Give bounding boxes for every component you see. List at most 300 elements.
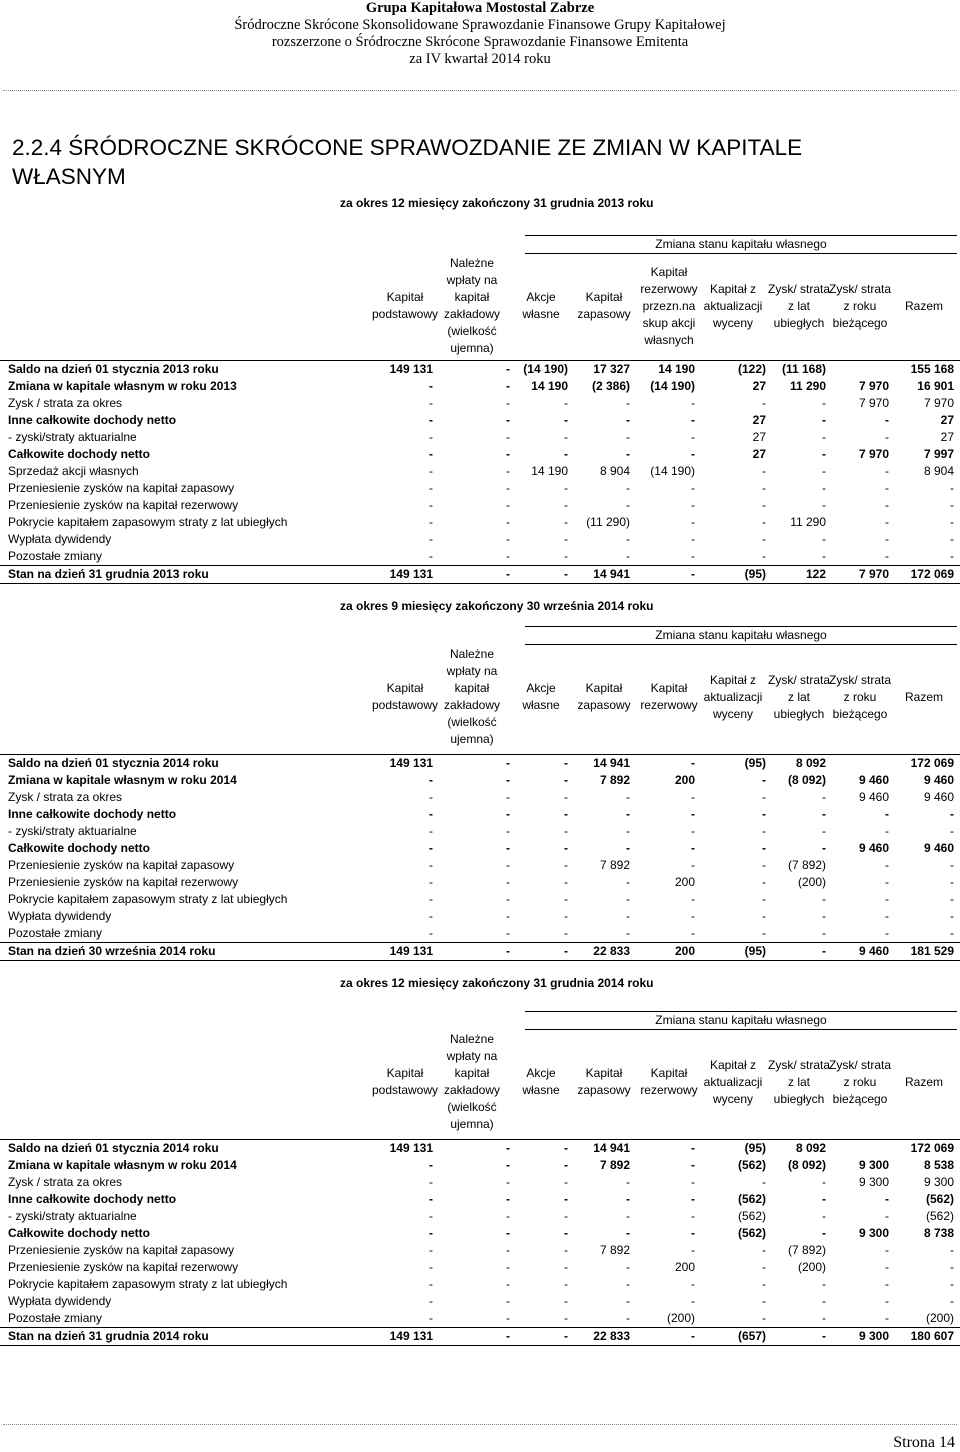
cell-value: - [626, 841, 630, 855]
cell-value: - [506, 481, 510, 495]
cell-value: - [762, 807, 766, 821]
cell-value: (122) [737, 362, 766, 376]
cell-value: - [885, 430, 889, 444]
cell-value: - [885, 413, 889, 427]
column-header: Kapitał rezerwowy [640, 681, 698, 712]
cell-value: - [950, 807, 954, 821]
cell-value: 8 904 [599, 464, 630, 478]
row-label: Zysk / strata za okres [8, 1175, 123, 1189]
cell-value: - [506, 1311, 510, 1325]
header-divider [3, 90, 957, 91]
cell-value: - [626, 1209, 630, 1223]
cell-value: 172 069 [910, 756, 954, 770]
cell-value: - [691, 824, 695, 838]
cell-value: - [885, 1311, 889, 1325]
cell-value: - [691, 1329, 695, 1343]
cell-value: - [762, 498, 766, 512]
table-row [0, 1293, 960, 1310]
cell-value: - [885, 909, 889, 923]
cell-value: - [762, 790, 766, 804]
cell-value: - [885, 892, 889, 906]
table-row [0, 548, 960, 565]
cell-value: - [564, 756, 568, 770]
cell-value: - [506, 1260, 510, 1274]
cell-value: 7 970 [858, 447, 889, 461]
cell-value: - [626, 909, 630, 923]
cell-value: 14 190 [658, 362, 695, 376]
table-row [0, 1208, 960, 1225]
cell-value: - [762, 1175, 766, 1189]
cell-value: - [691, 841, 695, 855]
table-body [0, 1139, 960, 1345]
cell-value: - [564, 790, 568, 804]
cell-value: - [626, 790, 630, 804]
cell-value: - [691, 498, 695, 512]
column-header: Akcje własne [522, 290, 560, 321]
table-row [0, 1259, 960, 1276]
cell-value: (95) [744, 944, 766, 958]
cell-value: - [822, 498, 826, 512]
cell-value: - [506, 926, 510, 940]
cell-value: - [429, 773, 433, 787]
column-header: Kapitał podstawowy [371, 681, 439, 712]
cell-value: - [564, 1243, 568, 1257]
table-row [0, 497, 960, 514]
row-label: Zmiana w kapitale własnym w roku 2014 [8, 773, 237, 787]
cell-value: 9 460 [858, 773, 889, 787]
cell-value: - [762, 892, 766, 906]
cell-value: - [429, 1311, 433, 1325]
cell-value: - [691, 1226, 695, 1240]
cell-value: - [762, 841, 766, 855]
cell-value: - [762, 858, 766, 872]
row-label: Przeniesienie zysków na kapitał rezerwowy [8, 498, 239, 512]
cell-value: - [564, 807, 568, 821]
column-header: Kapitał z aktualizacji wyceny [703, 281, 763, 330]
cell-value: - [626, 926, 630, 940]
cell-value: - [564, 396, 568, 410]
cell-value: - [950, 1294, 954, 1308]
cell-value: 9 300 [923, 1175, 954, 1189]
cell-value: 9 300 [858, 1329, 889, 1343]
cell-value: - [564, 481, 568, 495]
group-header: Zmiana stanu kapitału własnego [525, 626, 957, 645]
cell-value: - [885, 858, 889, 872]
cell-value: - [762, 396, 766, 410]
cell-value: - [429, 464, 433, 478]
cell-value: - [691, 892, 695, 906]
cell-value: - [950, 1277, 954, 1291]
cell-value: - [564, 1277, 568, 1291]
cell-value: - [950, 909, 954, 923]
cell-value: 27 [940, 430, 954, 444]
cell-value: 9 300 [858, 1175, 889, 1189]
cell-value: 149 131 [389, 944, 433, 958]
cell-value: - [762, 909, 766, 923]
row-label: Wypłata dywidendy [8, 532, 112, 546]
cell-value: 8 092 [795, 1141, 826, 1155]
cell-value: (95) [744, 567, 766, 581]
cell-value: - [691, 396, 695, 410]
table-row [0, 772, 960, 789]
header-report-title: Śródroczne Skrócone Skonsolidowane Sprawozdanie Finansowe Grupy Kapitałowej [234, 17, 726, 33]
cell-value: - [506, 447, 510, 461]
cell-value: - [506, 773, 510, 787]
column-header: Kapitał z aktualizacji wyceny [703, 1057, 763, 1106]
cell-value: - [564, 858, 568, 872]
cell-value: 8 092 [795, 756, 826, 770]
cell-value: 17 327 [593, 362, 630, 376]
cell-value: - [429, 824, 433, 838]
cell-value: - [564, 773, 568, 787]
cell-value: - [762, 515, 766, 529]
cell-value: 200 [674, 1260, 695, 1274]
footer-divider [3, 1424, 957, 1425]
cell-value: - [429, 875, 433, 889]
cell-value: - [691, 1294, 695, 1308]
cell-value: - [822, 549, 826, 563]
cell-value: - [885, 515, 889, 529]
cell-value: - [564, 1158, 568, 1172]
cell-value: - [429, 396, 433, 410]
row-label: Pokrycie kapitałem zapasowym straty z lat ubiegłych [8, 515, 288, 529]
cell-value: - [691, 1141, 695, 1155]
cell-value: - [822, 892, 826, 906]
column-header: Kapitał podstawowy [371, 1066, 439, 1097]
cell-value: (200) [797, 875, 826, 889]
cell-value: 9 300 [858, 1158, 889, 1172]
cell-value: (562) [925, 1209, 954, 1223]
cell-value: - [564, 824, 568, 838]
cell-value: - [429, 926, 433, 940]
cell-value: 149 131 [389, 567, 433, 581]
row-label: Przeniesienie zysków na kapitał zapasowy [8, 858, 235, 872]
cell-value: - [691, 858, 695, 872]
row-label: - zyski/straty aktuarialne [8, 430, 137, 444]
cell-value: 181 529 [910, 944, 954, 958]
cell-value: 7 892 [599, 1158, 630, 1172]
cell-value: - [564, 909, 568, 923]
row-label: Inne całkowite dochody netto [8, 807, 177, 821]
cell-value: 155 168 [910, 362, 954, 376]
cell-value: - [506, 549, 510, 563]
cell-value: - [429, 1209, 433, 1223]
cell-value: 27 [940, 413, 954, 427]
cell-value: - [429, 1158, 433, 1172]
cell-value: - [429, 447, 433, 461]
cell-value: 14 941 [593, 756, 630, 770]
column-header: Razem [904, 298, 943, 313]
cell-value: 9 460 [923, 841, 954, 855]
table-row [0, 1327, 960, 1345]
cell-value: - [626, 532, 630, 546]
cell-value: - [564, 1260, 568, 1274]
cell-value: - [950, 858, 954, 872]
row-label: Zmiana w kapitale własnym w roku 2013 [8, 379, 237, 393]
header-report-subtitle: rozszerzone o Śródroczne Skrócone Sprawozdanie Finansowe Emitenta [271, 34, 689, 50]
table-row [0, 429, 960, 446]
cell-value: - [822, 1311, 826, 1325]
cell-value: - [822, 1192, 826, 1206]
cell-value: - [506, 1243, 510, 1257]
cell-value: - [506, 1141, 510, 1155]
cell-value: - [691, 909, 695, 923]
column-header: Zysk/ strata z roku bieżącego [828, 1057, 891, 1106]
row-label: Stan na dzień 30 września 2014 roku [8, 944, 216, 958]
cell-value: - [885, 824, 889, 838]
cell-value: - [691, 430, 695, 444]
cell-value: - [822, 1209, 826, 1223]
cell-value: - [691, 756, 695, 770]
cell-value: 11 290 [790, 515, 826, 529]
table-body [0, 360, 960, 583]
cell-value: - [506, 396, 510, 410]
cell-value: (95) [744, 1141, 766, 1155]
cell-value: - [506, 515, 510, 529]
cell-value: (14 190) [650, 464, 695, 478]
table-row [0, 1140, 960, 1157]
cell-value: 16 901 [917, 379, 954, 393]
cell-value: - [822, 909, 826, 923]
cell-value: - [506, 909, 510, 923]
cell-value: - [429, 892, 433, 906]
cell-value: - [822, 532, 826, 546]
cell-value: - [429, 807, 433, 821]
cell-value: (7 892) [787, 858, 826, 872]
cell-value: 7 970 [858, 379, 889, 393]
cell-value: - [564, 1329, 568, 1343]
cell-value: - [564, 1226, 568, 1240]
column-header: Zysk/ strata z lat ubiegłych [767, 281, 830, 330]
cell-value: - [691, 1192, 695, 1206]
cell-value: 7 970 [858, 567, 889, 581]
table-row [0, 531, 960, 548]
cell-value: 27 [752, 430, 766, 444]
table-row [0, 891, 960, 908]
cell-value: (562) [737, 1209, 766, 1223]
cell-value: 22 833 [593, 1329, 630, 1343]
cell-value: - [885, 498, 889, 512]
column-header: Kapitał z aktualizacji wyceny [703, 672, 763, 721]
cell-value: 14 941 [593, 1141, 630, 1155]
cell-value: - [691, 515, 695, 529]
cell-value: - [506, 790, 510, 804]
column-header: Akcje własne [522, 1066, 560, 1097]
cell-value: - [564, 567, 568, 581]
cell-value: - [506, 379, 510, 393]
cell-value: - [429, 532, 433, 546]
column-header: Akcje własne [522, 681, 560, 712]
cell-value: - [626, 481, 630, 495]
cell-value: (14 190) [523, 362, 568, 376]
header-company: Grupa Kapitałowa Mostostal Zabrze [365, 0, 595, 16]
cell-value: - [429, 841, 433, 855]
group-header: Zmiana stanu kapitału własnego [525, 235, 957, 254]
cell-value: - [950, 549, 954, 563]
row-label: - zyski/straty aktuarialne [8, 1209, 137, 1223]
cell-value: - [506, 1175, 510, 1189]
cell-value: - [950, 1260, 954, 1274]
row-label: Wypłata dywidendy [8, 1294, 112, 1308]
cell-value: - [822, 1329, 826, 1343]
cell-value: - [626, 1260, 630, 1274]
group-header: Zmiana stanu kapitału własnego [525, 1011, 957, 1030]
cell-value: - [950, 875, 954, 889]
cell-value: (562) [737, 1158, 766, 1172]
cell-value: (200) [797, 1260, 826, 1274]
cell-value: - [691, 413, 695, 427]
cell-value: - [506, 892, 510, 906]
cell-value: - [762, 549, 766, 563]
row-label: Całkowite dochody netto [8, 841, 151, 855]
cell-value: - [885, 807, 889, 821]
cell-value: - [506, 807, 510, 821]
cell-value: - [429, 1192, 433, 1206]
cell-value: - [885, 1294, 889, 1308]
cell-value: - [885, 926, 889, 940]
cell-value: 7 892 [599, 773, 630, 787]
cell-value: - [822, 464, 826, 478]
cell-value: - [564, 532, 568, 546]
cell-value: - [762, 875, 766, 889]
cell-value: 7 892 [599, 1243, 630, 1257]
column-header: Zysk/ strata z roku bieżącego [828, 672, 891, 721]
cell-value: - [691, 1243, 695, 1257]
cell-value: 149 131 [389, 1141, 433, 1155]
row-label: Całkowite dochody netto [8, 1226, 151, 1240]
cell-value: (11 290) [586, 515, 630, 529]
cell-value: - [506, 498, 510, 512]
cell-value: 200 [674, 875, 695, 889]
cell-value: - [885, 1192, 889, 1206]
cell-value: (14 190) [650, 379, 695, 393]
cell-value: - [429, 413, 433, 427]
cell-value: 172 069 [910, 1141, 954, 1155]
cell-value: - [564, 515, 568, 529]
column-header: Razem [904, 689, 943, 704]
cell-value: - [691, 532, 695, 546]
cell-value: - [429, 379, 433, 393]
cell-value: - [506, 824, 510, 838]
cell-value: - [691, 1277, 695, 1291]
row-label: Całkowite dochody netto [8, 447, 151, 461]
row-label: Zmiana w kapitale własnym w roku 2014 [8, 1158, 237, 1172]
table-row [0, 1276, 960, 1293]
cell-value: (657) [737, 1329, 766, 1343]
column-header: Razem [904, 1074, 943, 1089]
cell-value: - [506, 413, 510, 427]
cell-value: - [885, 1260, 889, 1274]
cell-value: 14 190 [531, 464, 568, 478]
row-label: Inne całkowite dochody netto [8, 1192, 177, 1206]
cell-value: - [822, 824, 826, 838]
table-row [0, 823, 960, 840]
cell-value: 149 131 [389, 1329, 433, 1343]
cell-value: - [822, 413, 826, 427]
table-row [0, 378, 960, 395]
column-header: Zysk/ strata z lat ubiegłych [767, 672, 830, 721]
cell-value: - [885, 532, 889, 546]
cell-value: - [691, 567, 695, 581]
cell-value: 22 833 [593, 944, 630, 958]
row-label: Pozostałe zmiany [8, 1311, 103, 1325]
cell-value: - [822, 926, 826, 940]
header-period: za IV kwartał 2014 roku [409, 51, 551, 67]
table-row [0, 412, 960, 429]
cell-value: - [885, 549, 889, 563]
cell-value: - [429, 1243, 433, 1257]
cell-value: - [762, 1260, 766, 1274]
cell-value: - [429, 1175, 433, 1189]
table-row [0, 1191, 960, 1208]
column-header: Kapitał zapasowy [577, 1066, 631, 1097]
cell-value: (2 386) [591, 379, 630, 393]
cell-value: 7 892 [599, 858, 630, 872]
table-row [0, 840, 960, 857]
table-row [0, 1157, 960, 1174]
column-header: Kapitał zapasowy [577, 681, 631, 712]
cell-value: - [822, 396, 826, 410]
cell-value: - [564, 926, 568, 940]
cell-value: 27 [752, 413, 766, 427]
cell-value: 9 460 [858, 790, 889, 804]
cell-value: - [626, 1311, 630, 1325]
cell-value: - [506, 1158, 510, 1172]
cell-value: - [822, 841, 826, 855]
cell-value: - [506, 1329, 510, 1343]
section-title: 2.2.4 ŚRÓDROCZNE SKRÓCONE SPRAWOZDANIE ZE ZMIAN W KAPITALE WŁASNYM [12, 135, 803, 189]
column-header: Należne wpłaty na kapitał zakładowy (wielkość ujemna) [443, 1032, 501, 1131]
cell-value: - [626, 892, 630, 906]
row-label: Saldo na dzień 01 stycznia 2013 roku [8, 362, 219, 376]
cell-value: - [762, 464, 766, 478]
row-label: Sprzedaż akcji własnych [8, 464, 139, 478]
column-header: Należne wpłaty na kapitał zakładowy (wielkość ujemna) [443, 647, 501, 746]
cell-value: (562) [737, 1192, 766, 1206]
cell-value: 172 069 [910, 567, 954, 581]
cell-value: - [429, 909, 433, 923]
table-body [0, 754, 960, 960]
cell-value: - [626, 824, 630, 838]
cell-value: (95) [744, 756, 766, 770]
cell-value: - [626, 430, 630, 444]
cell-value: - [950, 824, 954, 838]
cell-value: - [564, 1141, 568, 1155]
cell-value: - [822, 1175, 826, 1189]
column-header: Kapitał podstawowy [371, 290, 439, 321]
table-row [0, 1310, 960, 1327]
table-row [0, 463, 960, 480]
cell-value: - [950, 532, 954, 546]
cell-value: - [626, 396, 630, 410]
row-label: Zysk / strata za okres [8, 790, 123, 804]
cell-value: - [822, 447, 826, 461]
cell-value: 9 460 [923, 790, 954, 804]
cell-value: - [822, 1294, 826, 1308]
cell-value: 14 190 [531, 379, 568, 393]
cell-value: 7 970 [923, 396, 954, 410]
row-label: Pokrycie kapitałem zapasowym straty z lat ubiegłych [8, 1277, 288, 1291]
cell-value: 8 538 [923, 1158, 954, 1172]
page-number: Strona 14 [893, 1434, 955, 1451]
cell-value: 27 [752, 447, 766, 461]
cell-value: - [564, 1294, 568, 1308]
table-row [0, 361, 960, 378]
cell-value: - [950, 892, 954, 906]
cell-value: - [564, 1311, 568, 1325]
cell-value: - [429, 1260, 433, 1274]
cell-value: - [429, 1294, 433, 1308]
